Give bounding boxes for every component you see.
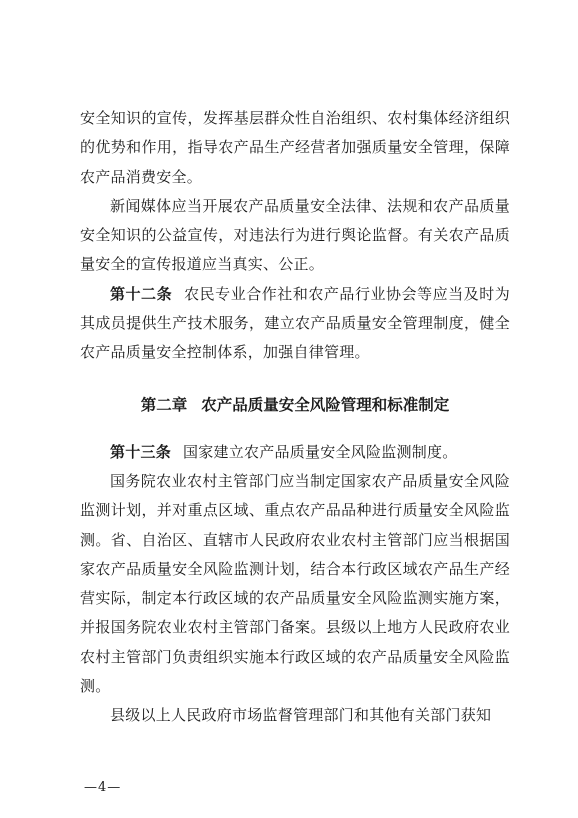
page-number: —4— <box>84 780 122 795</box>
article-12 <box>80 280 510 368</box>
article-12-text: 农民专业合作社和农产品行业协会等应当及时为其成员提供生产技术服务，建立农产品质量安全管理制度，健全农产品质量安全控制体系，加强自律管理。 <box>80 284 510 362</box>
article-13 <box>80 438 510 467</box>
paragraph-3: 国务院农业农村主管部门应当制定国家农产品质量安全风险监测计划，并对重点区域、重点农产品品种进行质量安全风险监测。省、自治区、直辖市人民政府农业农村主管部门应当根据国家农产品质量安全风险监测计划，结合本行政区域农产品生产经营实际，制定本行政区域的农产品质量安全风险监测实施方案，并报国务院农业农村主管部门备案。县级以上地方人民政府农业农村主管部门负责组织实施本行政区域的农产品质量安全风险监测。 <box>80 471 510 696</box>
chapter-number: 第二章 <box>140 395 188 414</box>
article-13-number: 第十三条 <box>110 442 172 461</box>
article-13-text: 国家建立农产品质量安全风险监测制度。 <box>183 442 458 461</box>
document-body <box>80 104 510 731</box>
chapter-heading <box>80 390 510 420</box>
chapter-title: 农产品质量安全风险管理和标准制定 <box>201 395 450 414</box>
paragraph-4: 县级以上人民政府市场监督管理部门和其他有关部门获知 <box>110 706 492 725</box>
paragraph-1: 安全知识的宣传，发挥基层群众性自治组织、农村集体经济组织的优势和作用，指导农产品生产经营者加强质量安全管理，保障农产品消费安全。 <box>80 109 510 186</box>
article-12-number: 第十二条 <box>110 284 173 303</box>
paragraph-2: 新闻媒体应当开展农产品质量安全法律、法规和农产品质量安全知识的公益宣传，对违法行为进行舆论监督。有关农产品质量安全的宣传报道应当真实、公正。 <box>80 196 510 274</box>
